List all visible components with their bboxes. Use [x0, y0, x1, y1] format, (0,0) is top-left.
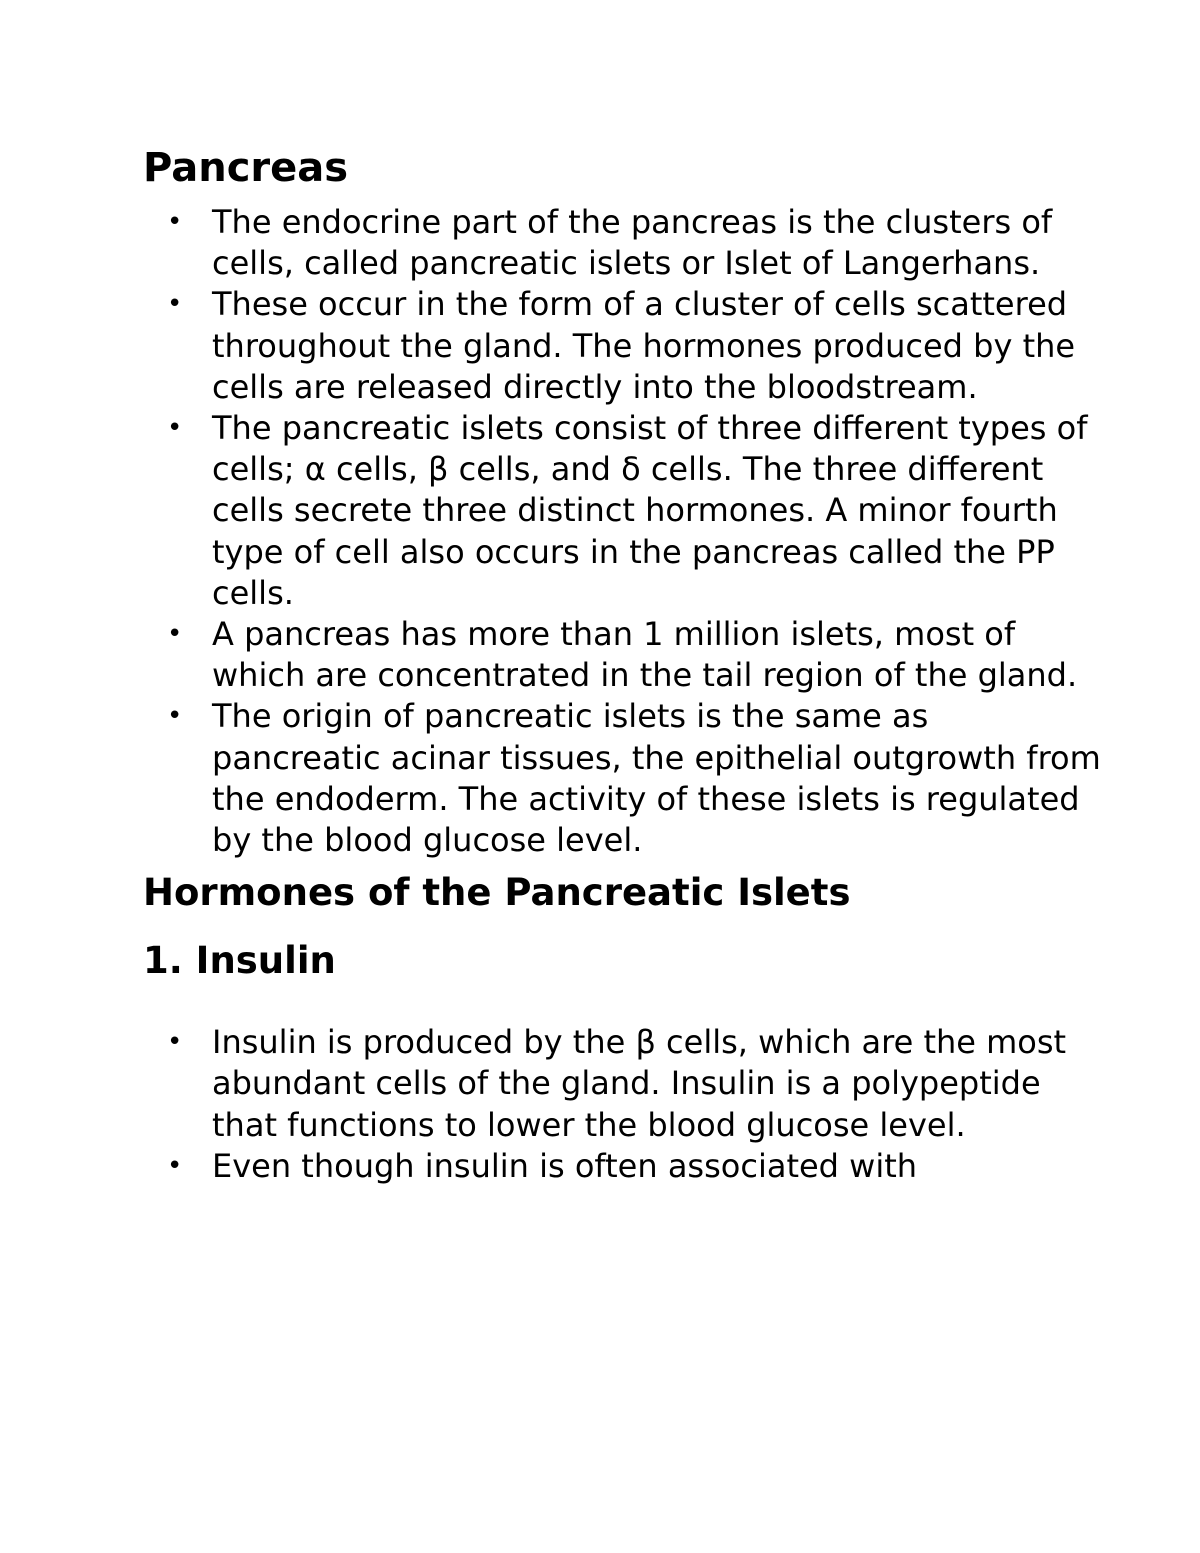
list-item-text: These occur in the form of a cluster of cells scattered throughout the gland. The hormones produced by the cells are released directly into the bloodstream. — [212, 285, 1076, 406]
list-item — [143, 202, 1103, 284]
list-item-text: The pancreatic islets consist of three different types of cells; α cells, β cells, and δ cells. The three different cells secrete three distinct hormones. A minor fourth type of cell also occurs in the pancreas called the PP cells. — [212, 409, 1088, 612]
document-page — [143, 140, 1103, 1187]
bullet-icon: • — [167, 413, 183, 444]
list-item — [143, 614, 1103, 696]
insulin-bullet-list — [143, 1022, 1103, 1187]
bullet-icon: • — [167, 207, 183, 237]
intro-bullet-list — [143, 202, 1103, 861]
list-item-text: A pancreas has more than 1 million islets, most of which are concentrated in the tail region of the gland. — [212, 615, 1078, 695]
list-item-text: Even though insulin is often associated with — [212, 1146, 918, 1185]
bullet-icon: • — [167, 289, 183, 320]
section-heading: Hormones of the Pancreatic Islets — [143, 871, 851, 915]
list-item — [143, 284, 1103, 408]
list-item-text: The endocrine part of the pancreas is the clusters of cells, called pancreatic islets or Islet of Langerhans. — [212, 203, 1053, 283]
list-item — [143, 1146, 1103, 1187]
list-item — [143, 696, 1103, 861]
list-item — [143, 408, 1103, 614]
bullet-icon: • — [167, 1150, 183, 1181]
subsection-heading: 1. Insulin — [143, 939, 336, 983]
bullet-icon: • — [167, 701, 183, 732]
bullet-icon: • — [167, 1027, 183, 1058]
list-item-text: Insulin is produced by the β cells, which are the most abundant cells of the gland. Insulin is a polypeptide that functions to lower the blood glucose level. — [212, 1023, 1067, 1144]
bullet-icon: • — [167, 619, 183, 650]
page-title: Pancreas — [143, 145, 349, 191]
list-item-text: The origin of pancreatic islets is the same as pancreatic acinar tissues, the epithelial outgrowth from the endoderm. The activity of these islets is regulated by the blood glucose level. — [212, 697, 1101, 860]
list-item — [143, 1022, 1103, 1146]
